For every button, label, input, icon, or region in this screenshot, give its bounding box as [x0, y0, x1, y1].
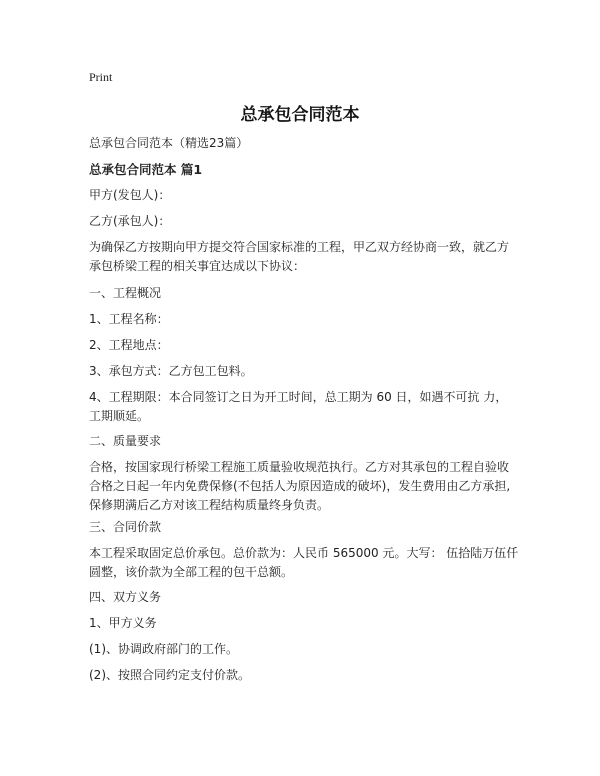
document-subtitle: 总承包合同范本（精选23篇） [89, 136, 249, 150]
party-b-line: 乙方(承包人)： [89, 214, 171, 228]
heading-contract-price: 三、合同价款 [89, 520, 162, 534]
section-heading: 总承包合同范本 篇1 [89, 162, 203, 177]
print-link[interactable]: Print [89, 70, 113, 84]
price-paragraph: 本工程采取固定总价承包。总价款为：人民币 565000 元。大写： 伍拾陆万伍仟圆整，该价款为全部工程的包干总额。 [89, 546, 519, 579]
party-a-obligations-heading: 1、甲方义务 [89, 616, 157, 630]
intro-paragraph: 为确保乙方按期向甲方提交符合国家标准的工程，甲乙双方经协商一致，就乙方承包桥梁工程的相关事宜达成以下协议： [89, 240, 510, 273]
project-name-line: 1、工程名称： [89, 312, 169, 326]
quality-paragraph: 合格，按国家现行桥梁工程施工质量验收规范执行。乙方对其承包的工程自验收合格之日起一年内免费保修(不包括人为原因造成的破坏)，发生费用由乙方承担,保修期满后乙方对该工程结构质量终身负责。 [89, 460, 511, 512]
project-period-paragraph: 4、工程期限：本合同签订之日为开工时间，总工期为 60 日，如遇不可抗 力，工期顺延。 [89, 390, 508, 423]
obligation-item-1: (1)、协调政府部门的工作。 [89, 642, 238, 656]
heading-quality: 二、质量要求 [89, 434, 162, 448]
project-location-line: 2、工程地点： [89, 338, 169, 352]
contract-method-line: 3、承包方式：乙方包工包料。 [89, 364, 253, 378]
heading-obligations: 四、双方义务 [89, 590, 162, 604]
heading-project-overview: 一、工程概况 [89, 286, 162, 300]
obligation-item-2: (2)、按照合同约定支付价款。 [89, 668, 250, 682]
document-title: 总承包合同范本 [240, 105, 360, 125]
party-a-line: 甲方(发包人)： [89, 188, 171, 202]
